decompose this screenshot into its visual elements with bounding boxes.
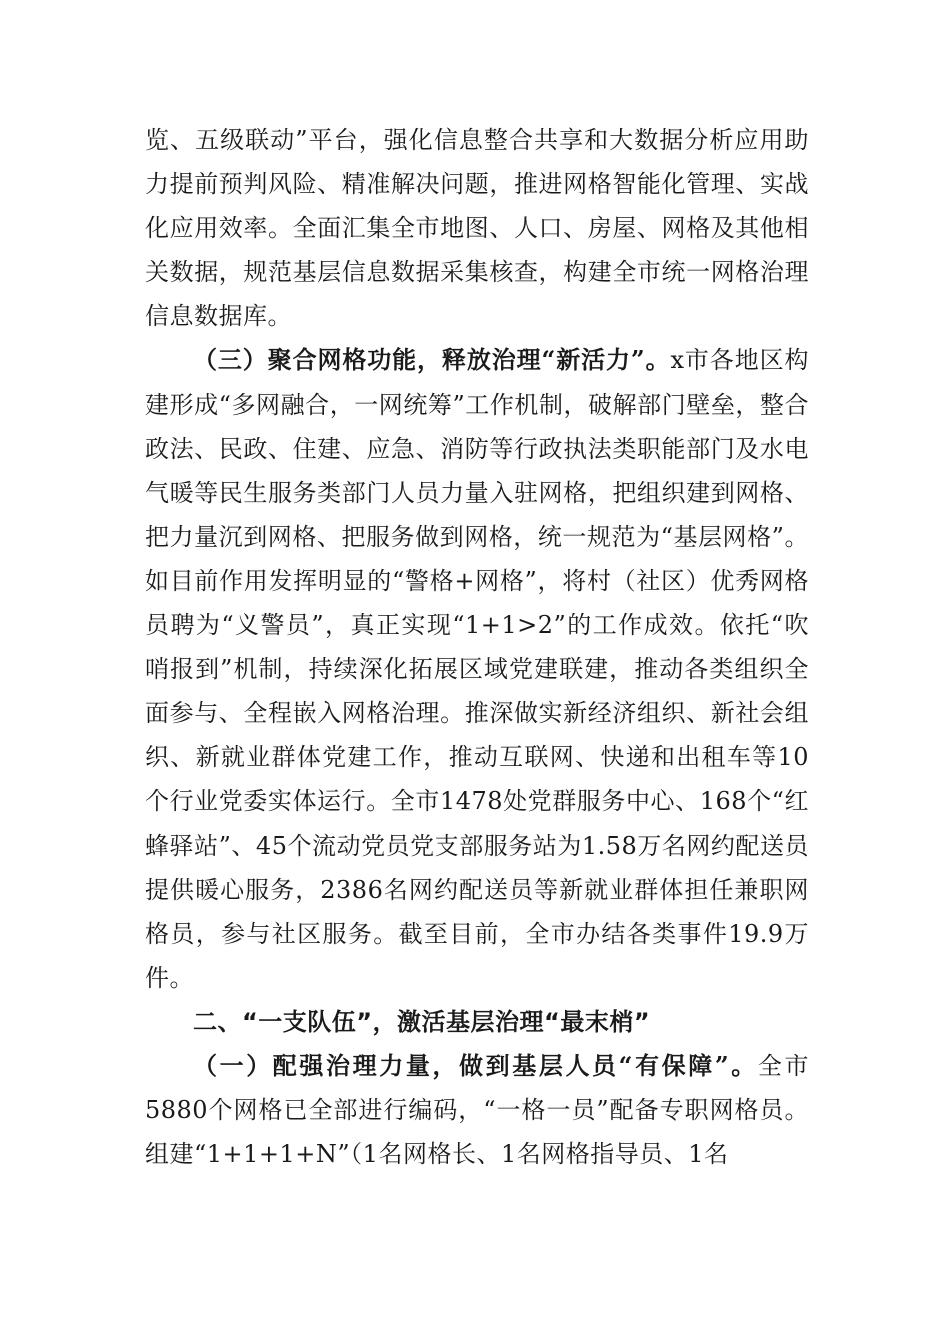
body-text bbox=[145, 118, 809, 1176]
paragraph-grid-functions bbox=[145, 338, 809, 999]
paragraph-lead: （一）配强治理力量，做到基层人员“有保障”。 bbox=[193, 1050, 758, 1080]
paragraph-body: 全市5880个网格已全部进行编码，“一格一员”配备专职网格员。组建“1+1+1+N”（1名网格长、1名网格指导员、1名 bbox=[145, 1051, 810, 1169]
section-heading: 二、“一支队伍”，激活基层治理“最末梢” bbox=[193, 1007, 651, 1036]
paragraph-platform: 览、五级联动”平台，强化信息整合共享和大数据分析应用助力提前预判风险、精准解决问题，推进网格智能化管理、实战化应用效率。全面汇集全市地图、人口、房屋、网格及其他相关数据，规范基层信息数据采集核查，构建全市统一网格治理信息数据库。 bbox=[145, 126, 809, 331]
paragraph-body: x市各地区构建形成“多网融合，一网统筹”工作机制，破解部门壁垒，整合政法、民政、住建、应急、消防等行政执法类职能部门及水电气暖等民生服务类部门人员力量入驻网格，把组织建到网格、把力量沉到网格、把服务做到网格，统一规范为“基层网格”。如目前作用发挥明显的“警格+网格”，将村（社区）优秀网格员聘为“义警员”，真正实现“1+1>2”的工作成效。依托“吹哨报到”机制，持续深化拓展区域党建联建，推动各类组织全面参与、全程嵌入网格治理。推深做实新经济组织、新社会组织、新就业群体党建工作，推动互联网、快递和出租车等10个行业党委实体运行。全市1478处党群服务中心、168个“红蜂驿站”、45个流动党员党支部服务站为1.58万名网约配送员提供暖心服务，2386名网约配送员等新就业群体担任兼职网格员，参与社区服务。截至目前，全市办结各类事件19.9万件。 bbox=[145, 346, 809, 992]
paragraph-lead: （三）聚合网格功能，释放治理“新活力”。 bbox=[193, 345, 671, 375]
paragraph-governance-force bbox=[145, 1044, 809, 1176]
